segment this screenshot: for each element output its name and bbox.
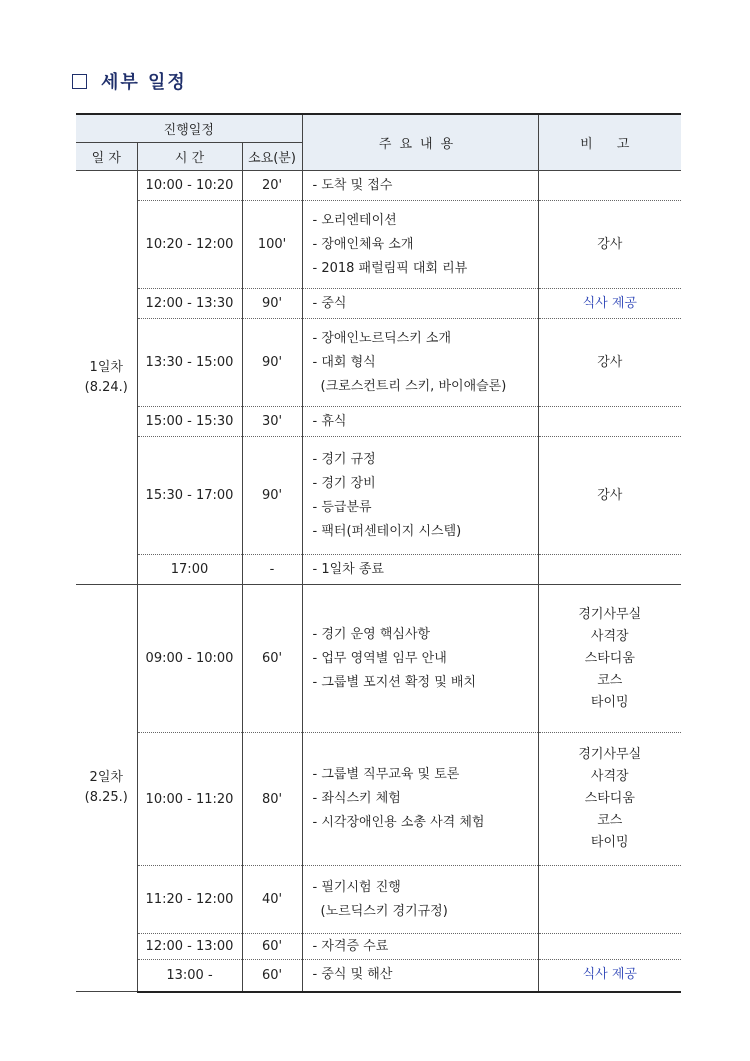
time-cell: 12:00 - 13:00 [137,934,242,960]
time-cell: 09:00 - 10:00 [137,585,242,733]
duration-cell: 60' [242,934,302,960]
remark-line: 코스 [597,813,623,828]
duration-cell: - [242,555,302,585]
time-cell: 15:00 - 15:30 [137,407,242,437]
content-cell [302,733,538,866]
content-line: - 그룹별 직무교육 및 토론 [312,767,460,782]
duration-cell: 80' [242,733,302,866]
remarks-cell [538,555,681,585]
day-1-group [76,171,681,585]
content-line: - 경기 규정 [312,451,376,467]
table-row [76,289,681,319]
duration-cell: 20' [242,171,302,201]
header-content: 주요내용 [302,114,538,171]
content-line: - 2018 패럴림픽 대회 리뷰 [312,260,468,276]
table-row [76,934,681,960]
remark-line: 사격장 [590,628,629,644]
duration-cell: 100' [242,201,302,289]
header-time: 시 간 [137,143,242,171]
content-line: - 경기 장비 [312,475,376,491]
content-line: - 대회 형식 [312,354,376,370]
content-line: - 업무 영역별 임무 안내 [312,650,447,666]
content-line: - 필기시험 진행 [312,879,401,895]
time-cell: 15:30 - 17:00 [137,437,242,555]
day-date: (8.25.) [84,790,128,805]
table-row [76,866,681,934]
remark-line: 타이밍 [590,835,629,850]
remarks-cell [538,960,681,992]
content-line: - 도착 및 접수 [312,177,393,193]
remark-line: 강사 [597,354,623,370]
content-line: - 장애인체육 소개 [312,236,414,252]
duration-cell: 30' [242,407,302,437]
table-row [76,319,681,407]
content-line: - 자격증 수료 [312,938,389,954]
duration-cell: 90' [242,437,302,555]
remark-line: 스타디움 [584,650,635,666]
content-line: - 시각장애인용 소총 사격 체험 [312,815,485,830]
remark-line: 강사 [597,236,623,252]
table-row [76,585,681,733]
content-cell [302,960,538,992]
time-cell: 12:00 - 13:30 [137,289,242,319]
remark-line: 타이밍 [590,694,629,710]
remarks-cell [538,437,681,555]
duration-cell: 60' [242,960,302,992]
day-2-group [76,585,681,992]
content-line: - 그룹별 포지션 확정 및 배치 [312,674,477,690]
header-schedule-group: 진행일정 [76,114,302,143]
day-name: 2일차 [89,770,123,785]
checkbox-square-icon [72,74,87,89]
remark-line: 코스 [597,672,623,688]
remark-line: 강사 [597,487,623,503]
content-cell [302,866,538,934]
section-heading [72,68,187,94]
table-row [76,437,681,555]
remarks-cell [538,319,681,407]
time-cell: 13:30 - 15:00 [137,319,242,407]
content-line: - 중식 [312,295,347,311]
content-line: - 경기 운영 핵심사항 [312,626,431,642]
content-cell [302,201,538,289]
content-cell [302,319,538,407]
header-day: 일 자 [76,143,137,171]
remarks-cell [538,733,681,866]
time-cell: 10:00 - 11:20 [137,733,242,866]
time-cell: 10:20 - 12:00 [137,201,242,289]
time-cell: 10:00 - 10:20 [137,171,242,201]
content-line: - 장애인노르딕스키 소개 [312,330,452,346]
remark-line: 경기사무실 [578,606,642,622]
content-line: - 1일차 종료 [312,561,384,577]
content-cell [302,289,538,319]
content-cell [302,407,538,437]
content-cell [302,585,538,733]
table-row [76,407,681,437]
day-cell [76,171,137,585]
schedule-table [76,113,681,993]
section-title: 세부 일정 [101,72,187,93]
day-cell [76,585,137,992]
content-line: - 등급분류 [312,499,372,515]
remarks-cell [538,407,681,437]
remarks-cell [538,289,681,319]
remarks-cell [538,866,681,934]
table-row [76,960,681,992]
day-name: 1일차 [89,359,123,375]
time-cell: 13:00 - [137,960,242,992]
content-line: (크로스컨트리 스키, 바이애슬론) [320,378,507,394]
remarks-cell [538,934,681,960]
header-duration: 소요(분) [242,143,302,171]
header-remarks: 비 고 [538,114,681,171]
content-line: - 팩터(퍼센테이지 시스템) [312,523,462,539]
content-cell [302,437,538,555]
content-line: - 중식 및 해산 [312,967,393,983]
content-cell [302,934,538,960]
duration-cell: 90' [242,289,302,319]
duration-cell: 90' [242,319,302,407]
table-row [76,555,681,585]
table-row [76,171,681,201]
duration-cell: 40' [242,866,302,934]
content-line: - 좌식스키 체험 [312,791,401,806]
meal-note: 식사 제공 [582,295,637,311]
remarks-cell [538,585,681,733]
meal-note: 식사 제공 [582,967,637,983]
table-row [76,201,681,289]
day-date: (8.24.) [84,379,128,395]
remark-line: 스타디움 [584,791,635,806]
remark-line: 경기사무실 [578,747,642,762]
content-line: - 휴식 [312,413,347,429]
remarks-cell [538,201,681,289]
time-cell: 11:20 - 12:00 [137,866,242,934]
content-cell [302,555,538,585]
content-cell [302,171,538,201]
content-line: - 오리엔테이션 [312,212,397,228]
remark-line: 사격장 [590,769,629,784]
content-line: (노르딕스키 경기규정) [320,903,448,919]
time-cell: 17:00 [137,555,242,585]
duration-cell: 60' [242,585,302,733]
remarks-cell [538,171,681,201]
table-row [76,733,681,866]
